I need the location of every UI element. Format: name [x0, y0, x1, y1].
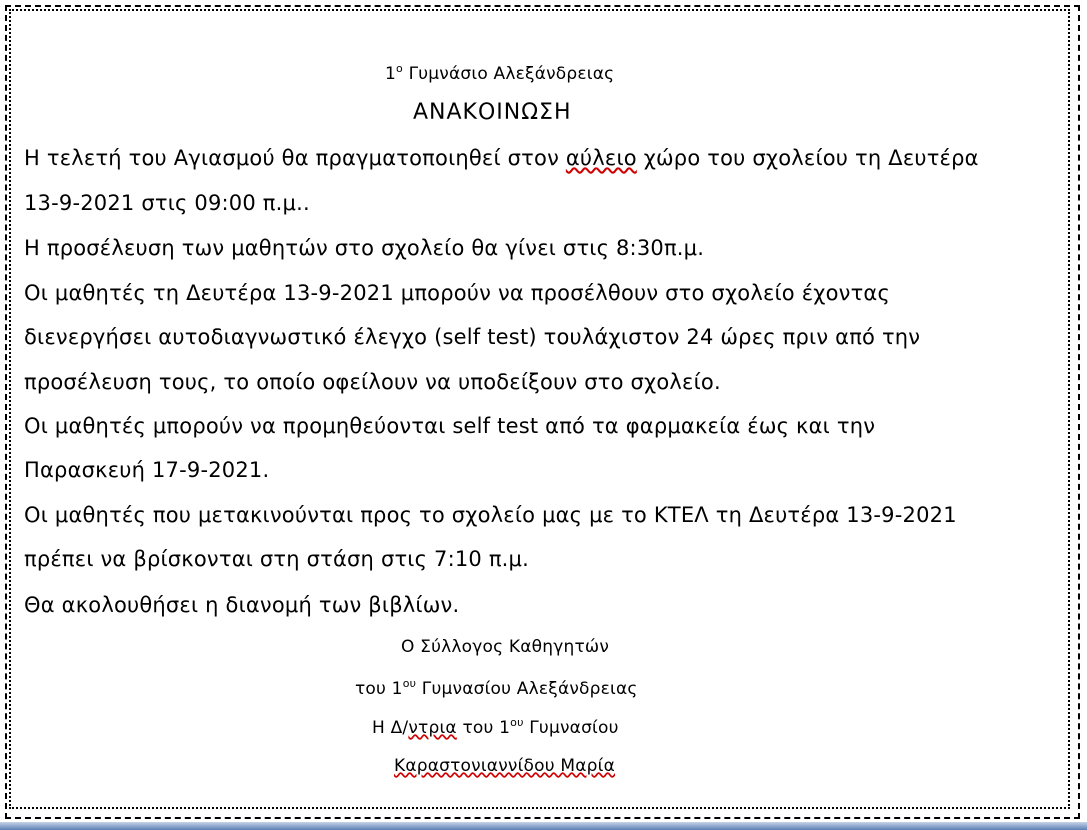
paragraph-3-line-3: προσέλευση τους, το οποίο οφείλουν να υποδείξουν στο σχολείο. [24, 370, 721, 394]
paragraph-2: Η προσέλευση των μαθητών στο σχολείο θα γίνει στις 8:30π.μ. [24, 236, 705, 260]
announcement-heading: ΑΝΑΚΟΙΝΩΣΗ [413, 100, 572, 125]
paragraph-1-line-2: 13-9-2021 στις 09:00 π.μ.. [24, 191, 310, 215]
spellcheck-flagged-word: ντρια [408, 718, 457, 738]
signature-line-2: του $1^{o\upsilon}$ Γυμνασίου Αλεξάνδρειας [355, 677, 638, 699]
paragraph-4-line-1: Οι μαθητές μπορούν να προμηθεύονται self test από τα φαρμακεία έως και την [24, 414, 876, 438]
school-title: $1^o$ Γυμνάσιο Αλεξάνδρειας [385, 62, 615, 84]
paragraph-3-line-1: Οι μαθητές τη Δευτέρα 13-9-2021 μπορούν να προσέλθουν στο σχολείο έχοντας [24, 281, 891, 305]
paragraph-4-line-2: Παρασκευή 17-9-2021. [24, 458, 270, 482]
paragraph-5-line-2: πρέπει να βρίσκονται στη στάση στις 7:10 π.μ. [24, 547, 529, 571]
signature-line-1: Ο Σύλλογος Καθηγητών [401, 637, 610, 657]
window-bottom-bar [0, 822, 1087, 830]
paragraph-1-line-1: Η τελετή του Αγιασμού θα πραγματοποιηθεί στον αύλειο χώρο του σχολείου τη Δευτέρα [24, 146, 979, 170]
paragraph-6: Θα ακολουθήσει η διανομή των βιβλίων. [24, 593, 460, 617]
signature-line-3: Η Δ/ντρια του $1^{o\upsilon}$ Γυμνασίου [372, 716, 619, 738]
spellcheck-flagged-word: αύλειο [565, 146, 637, 170]
paragraph-5-line-1: Οι μαθητές που μετακινούνται προς το σχολείο μας με το ΚΤΕΛ τη Δευτέρα 13-9-2021 [24, 503, 957, 527]
paragraph-3-line-2: διενεργήσει αυτοδιαγνωστικό έλεγχο (self test) τουλάχιστον 24 ώρες πριν από την [24, 325, 921, 349]
signature-line-4: Καραστονιαννίδου Μαρία [394, 756, 616, 776]
